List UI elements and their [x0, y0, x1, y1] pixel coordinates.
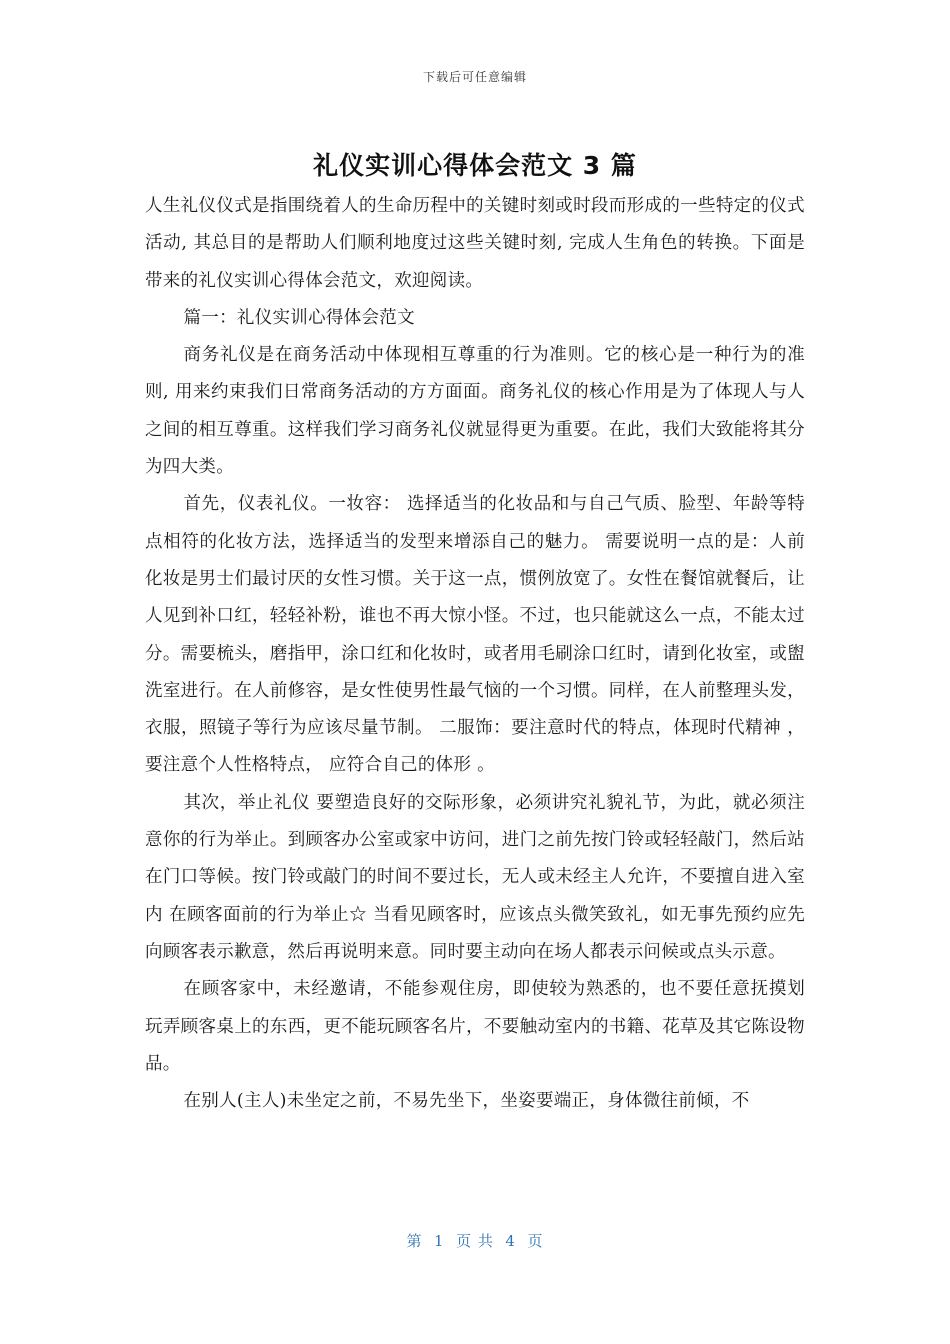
section-heading: 篇一：礼仪实训心得体会范文: [183, 307, 415, 328]
page-footer: 第 1 页 共 4 页: [406, 1232, 544, 1250]
document-title: 礼仪实训心得体会范文 3 篇: [313, 151, 637, 180]
body-paragraph: 首先，仪表礼仪。一妆容： 选择适当的化妆品和与自己气质、脸型、年龄等特点相符的化妆方法，选择适当的发型来增添自己的魅力。 需要说明一点的是：人前化妆是男士们最讨厌的女性习惯。关于这一点，惯例放宽了。女性在餐馆就餐后，让人见到补口红，轻轻补粉，谁也不再大惊小怪。不过，也只能就这么一点，不能太过分。需要梳头，磨指甲，涂口红和化妆时，或者用毛刷涂口红时，请到化妆室，或盥洗室进行。在人前修容，是女性使男性最气恼的一个习惯。同样，在人前整理头发，衣服，照镜子等行为应该尽量节制。 二服饰：要注意时代的特点，体现时代精神 ，要注意个人性格特点， 应符合自己的体形 。: [145, 494, 805, 776]
intro-paragraph: 人生礼仪仪式是指围绕着人的生命历程中的关键时刻或时段而形成的一些特定的仪式活动, 其总目的是帮助人们顺利地度过这些关键时刻, 完成人生角色的转换。下面是带来的礼仪实训心得体会范文，欢迎阅读。: [145, 196, 805, 291]
body-paragraph: 其次，举止礼仪 要塑造良好的交际形象，必须讲究礼貌礼节，为此，就必须注意你的行为举止。到顾客办公室或家中访问，进门之前先按门铃或轻轻敲门，然后站在门口等候。按门铃或敲门的时间不要过长，无人或未经主人允许，不要擅自进入室内 在顾客面前的行为举止☆ 当看见顾客时，应该点头微笑致礼，如无事先预约应先向顾客表示歉意，然后再说明来意。同时要主动向在场人都表示问候或点头示意。: [145, 792, 805, 962]
body-paragraph: 商务礼仪是在商务活动中体现相互尊重的行为准则。它的核心是一种行为的准则, 用来约束我们日常商务活动的方方面面。商务礼仪的核心作用是为了体现人与人之间的相互尊重。这样我们学习商务礼仪就显得更为重要。在此，我们大致能将其分为四大类。: [145, 345, 805, 478]
body-paragraph: 在别人(主人)未坐定之前，不易先坐下，坐姿要端正，身体微往前倾，不: [183, 1091, 750, 1112]
header-note: 下载后可任意编辑: [422, 70, 527, 84]
body-paragraph: 在顾客家中，未经邀请，不能参观住房，即使较为熟悉的，也不要任意抚摸划玩弄顾客桌上的东西，更不能玩顾客名片，不要触动室内的书籍、花草及其它陈设物品。: [145, 979, 805, 1074]
document-body: [145, 188, 805, 1120]
